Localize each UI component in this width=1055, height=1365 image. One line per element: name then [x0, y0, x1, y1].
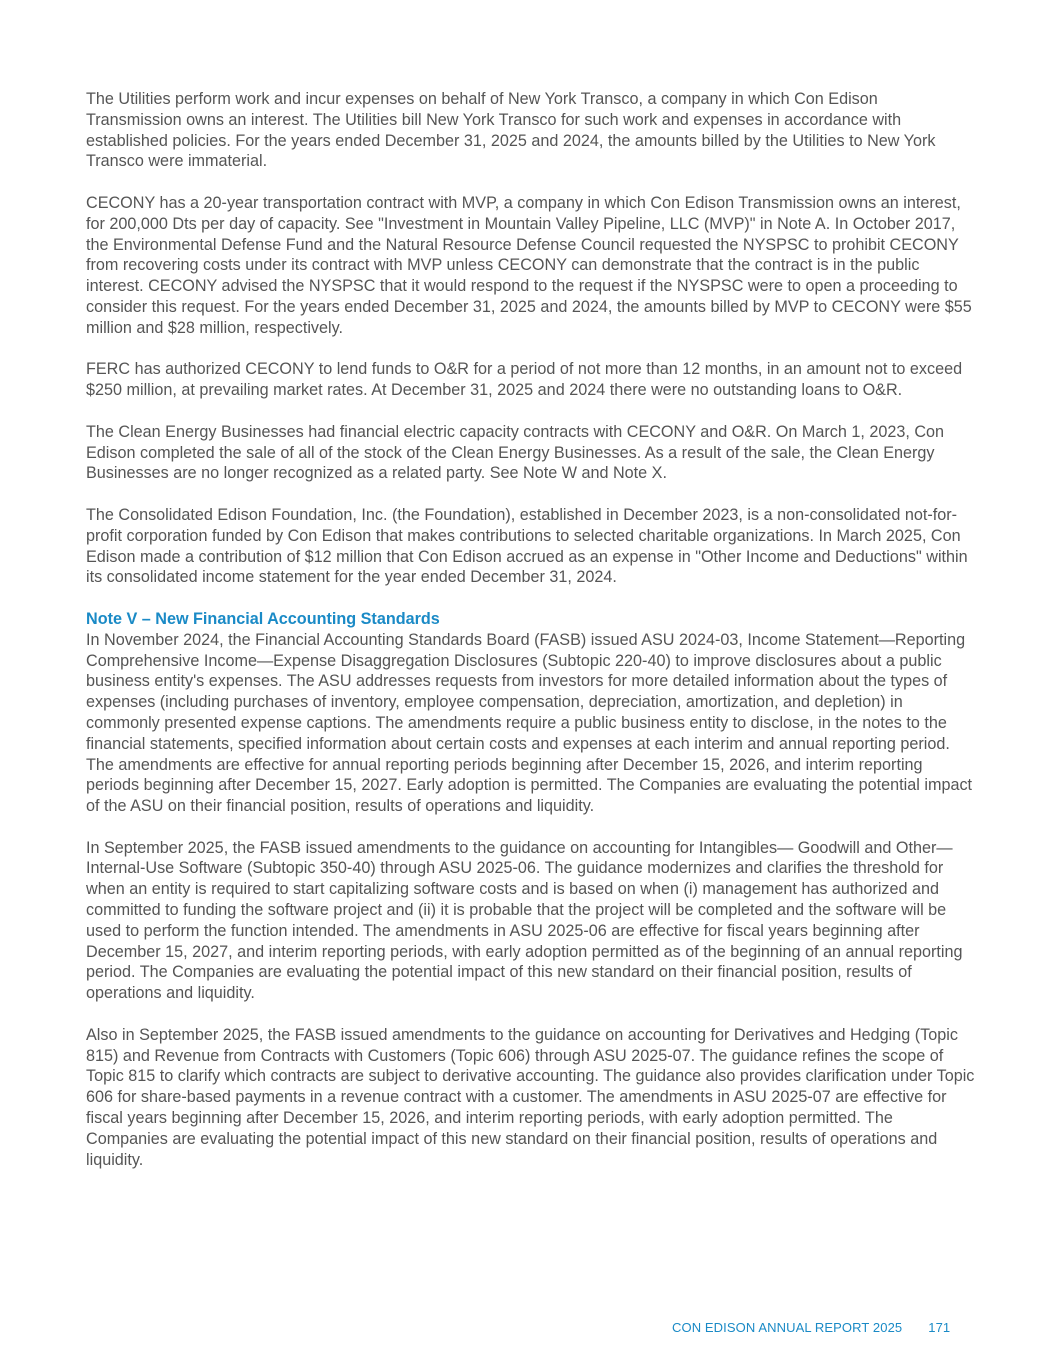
page-body: [86, 89, 976, 1191]
page-number: 171: [928, 1320, 951, 1335]
paragraph-clean-energy: The Clean Energy Businesses had financial electric capacity contracts with CECONY and O&R. On March 1, 2023, Con Edison completed the sale of all of the stock of the Clean Energy Businesses. As a result of the sale, the Clean Energy Businesses are no longer recognized as a related party. See Note W and Note X.: [86, 422, 945, 483]
paragraph-ny-transco: The Utilities perform work and incur expenses on behalf of New York Transco, a company in which Con Edison Transmission owns an interest. The Utilities bill New York Transco for such work and expenses in accordance with established policies. For the years ended December 31, 2025 and 2024, the amounts billed by the Utilities to New York Transco were immaterial.: [86, 90, 936, 171]
section-heading-note-v: Note V – New Financial Accounting Standards: [86, 609, 440, 628]
paragraph-ferc-loans: FERC has authorized CECONY to lend funds to O&R for a period of not more than 12 months, in an amount not to exceed $250 million, at prevailing market rates. At December 31, 2025 and 2024 there were no outstanding loans to O&R.: [86, 360, 963, 400]
paragraph-asu-2024-03: In November 2024, the Financial Accounting Standards Board (FASB) issued ASU 2024-03, Income Statement—Reporting Comprehensive Income—Expense Disaggregation Disclosures (Subtopic 220-40) to improve disclosures about a public business entity's expenses. The ASU addresses requests from investors for more detailed information about the types of expenses (including purchases of inventory, employee compensation, depreciation, amortization, and depletion) in commonly presented expense captions. The amendments require a public business entity to disclose, in the notes to the financial statements, specified information about certain costs and expenses at each interim and annual reporting period. The amendments are effective for annual reporting periods beginning after December 15, 2026, and interim reporting periods beginning after December 15, 2027. Early adoption is permitted. The Companies are evaluating the potential impact of the ASU on their financial position, results of operations and liquidity.: [86, 630, 973, 816]
paragraph-asu-2025-06: In September 2025, the FASB issued amendments to the guidance on accounting for Intangibles— Goodwill and Other—Internal-Use Software (Subtopic 350-40) through ASU 2025-06. The guidance modernizes and clarifies the threshold for when an entity is required to start capitalizing software costs and is based on when (i) management has authorized and committed to funding the software project and (ii) it is probable that the project will be completed and the software will be used to perform the function intended. The amendments in ASU 2025-06 are effective for fiscal years beginning after December 15, 2027, and interim reporting periods, with early adoption permitted as of the beginning of an annual reporting period. The Companies are evaluating the potential impact of this new standard on their financial position, results of operations and liquidity.: [86, 838, 963, 1003]
paragraph-asu-2025-07: Also in September 2025, the FASB issued amendments to the guidance on accounting for Derivatives and Hedging (Topic 815) and Revenue from Contracts with Customers (Topic 606) through ASU 2025-07. The guidance refines the scope of Topic 815 to clarify which contracts are subject to derivative accounting. The guidance also provides clarification under Topic 606 for share-based payments in a revenue contract with a customer. The amendments in ASU 2025-07 are effective for fiscal years beginning after December 15, 2026, and interim reporting periods, with early adoption permitted. The Companies are evaluating the potential impact of this new standard on their financial position, results of operations and liquidity.: [86, 1025, 975, 1169]
paragraph-foundation: The Consolidated Edison Foundation, Inc. (the Foundation), established in December 2023, is a non-consolidated not-for-profit corporation funded by Con Edison that makes contributions to selected charitable organizations. In March 2025, Con Edison made a contribution of $12 million that Con Edison accrued as an expense in "Other Income and Deductions" within its consolidated income statement for the year ended December 31, 2024.: [86, 505, 968, 587]
paragraph-mvp-contract: CECONY has a 20-year transportation contract with MVP, a company in which Con Edison Transmission owns an interest, for 200,000 Dts per day of capacity. See "Investment in Mountain Valley Pipeline, LLC (MVP)" in Note A. In October 2017, the Environmental Defense Fund and the Natural Resource Defense Council requested the NYSPSC to prohibit CECONY from recovering costs under its contract with MVP unless CECONY can demonstrate that the contract is in the public interest. CECONY advised the NYSPSC that it would respond to the request if the NYSPSC were to open a proceeding to consider this request. For the years ended December 31, 2025 and 2024, the amounts billed by MVP to CECONY were $55 million and $28 million, respectively.: [86, 193, 972, 337]
footer-report-title: CON EDISON ANNUAL REPORT 2025: [672, 1320, 903, 1335]
page-footer: [672, 1320, 950, 1335]
